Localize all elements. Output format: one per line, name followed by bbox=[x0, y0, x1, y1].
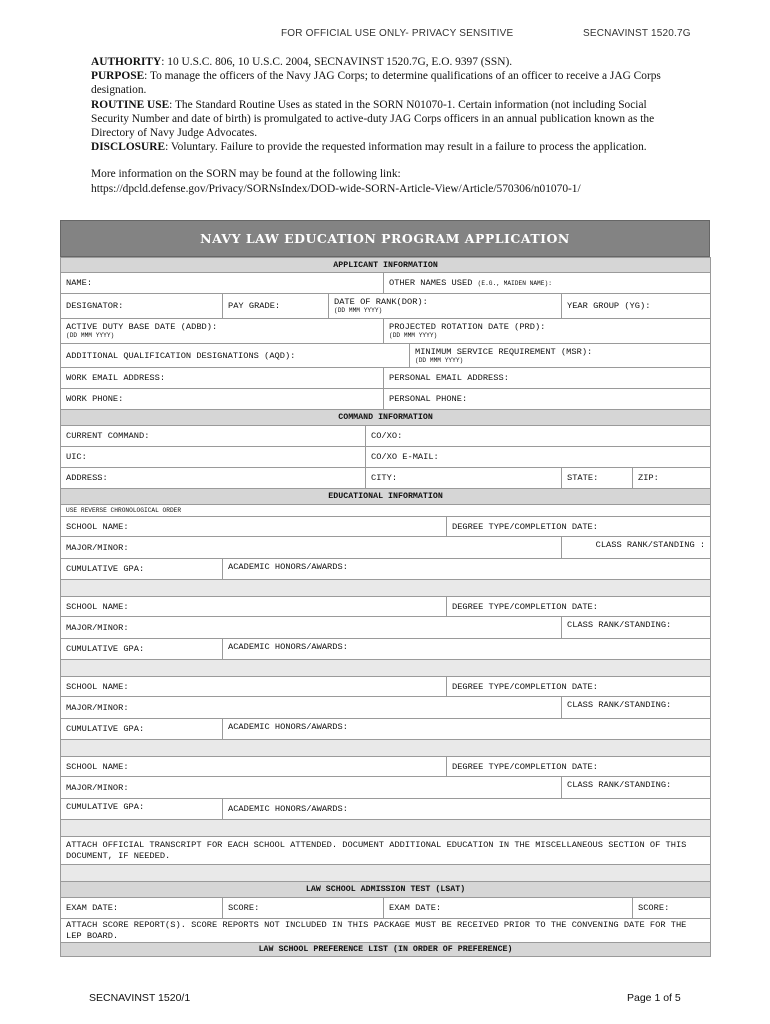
purpose-paragraph: PURPOSE: To manage the officers of the Navy JAG Corps; to determine qualifications of an officer to receive a JAG Corps designation. bbox=[91, 70, 661, 97]
city-field[interactable]: CITY: bbox=[366, 468, 562, 489]
aqd-field[interactable]: ADDITIONAL QUALIFICATION DESIGNATIONS (AQD): bbox=[61, 344, 410, 368]
honors-field[interactable]: ACADEMIC HONORS/AWARDS: bbox=[223, 719, 711, 740]
gpa-field[interactable]: CUMULATIVE GPA: bbox=[61, 799, 223, 820]
major-minor-field[interactable]: MAJOR/MINOR: bbox=[61, 777, 562, 799]
authority-paragraph: AUTHORITY: 10 U.S.C. 806, 10 U.S.C. 2004, SECNAVINST 1520.7G, E.O. 9397 (SSN). bbox=[91, 56, 513, 68]
year-group-field[interactable]: YEAR GROUP (YG): bbox=[562, 294, 711, 319]
page-number: Page 1 of 5 bbox=[627, 992, 681, 1004]
section-spacer bbox=[61, 865, 711, 882]
applicant-section-header: APPLICANT INFORMATION bbox=[61, 258, 711, 273]
education-section-header: EDUCATIONAL INFORMATION bbox=[61, 489, 711, 505]
section-spacer bbox=[61, 580, 711, 597]
work-email-field[interactable]: WORK EMAIL ADDRESS: bbox=[61, 368, 384, 389]
adbd-field[interactable]: ACTIVE DUTY BASE DATE (ADBD): (DD MMM YYYY) bbox=[61, 319, 384, 344]
form-number: SECNAVINST 1520/1 bbox=[89, 992, 191, 1004]
lsat-section-header: LAW SCHOOL ADMISSION TEST (LSAT) bbox=[61, 882, 711, 898]
score-report-note: ATTACH SCORE REPORT(S). SCORE REPORTS NOT INCLUDED IN THIS PACKAGE MUST BE RECEIVED PRIOR TO THE CONVENING DATE FOR THE LEP BOARD. bbox=[61, 919, 711, 943]
section-spacer bbox=[61, 740, 711, 757]
co-xo-field[interactable]: CO/XO: bbox=[366, 426, 711, 447]
school-name-field[interactable]: SCHOOL NAME: bbox=[61, 677, 447, 697]
prd-field[interactable]: PROJECTED ROTATION DATE (PRD): (DD MMM YYYY) bbox=[384, 319, 711, 344]
uic-field[interactable]: UIC: bbox=[61, 447, 366, 468]
major-minor-field[interactable]: MAJOR/MINOR: bbox=[61, 537, 562, 559]
designator-field[interactable]: DESIGNATOR: bbox=[61, 294, 223, 319]
form-title: NAVY LAW EDUCATION PROGRAM APPLICATION bbox=[60, 220, 710, 257]
disclosure-paragraph: DISCLOSURE: Voluntary. Failure to provide the requested information may result in a failure to process the application. bbox=[91, 141, 647, 154]
honors-field[interactable]: ACADEMIC HONORS/AWARDS: bbox=[223, 559, 711, 580]
classification-banner: FOR OFFICIAL USE ONLY- PRIVACY SENSITIVE bbox=[281, 28, 514, 39]
zip-field[interactable]: ZIP: bbox=[633, 468, 711, 489]
gpa-field[interactable]: CUMULATIVE GPA: bbox=[61, 639, 223, 660]
class-rank-field[interactable]: CLASS RANK/STANDING : bbox=[562, 537, 711, 559]
msr-field[interactable]: MINIMUM SERVICE REQUIREMENT (MSR): (DD MMM YYYY) bbox=[410, 344, 711, 368]
privacy-act-statement bbox=[91, 55, 671, 196]
application-form bbox=[60, 220, 710, 957]
honors-field[interactable]: ACADEMIC HONORS/AWARDS: bbox=[223, 799, 711, 820]
section-spacer bbox=[61, 660, 711, 677]
major-minor-field[interactable]: MAJOR/MINOR: bbox=[61, 617, 562, 639]
preference-section-header: LAW SCHOOL PREFERENCE LIST (IN ORDER OF PREFERENCE) bbox=[61, 943, 711, 957]
education-order-note: USE REVERSE CHRONOLOGICAL ORDER bbox=[61, 505, 711, 517]
exam-date-field[interactable]: EXAM DATE: bbox=[61, 898, 223, 919]
address-field[interactable]: ADDRESS: bbox=[61, 468, 366, 489]
date-of-rank-field[interactable]: DATE OF RANK(DOR): (DD MMM YYYY) bbox=[329, 294, 562, 319]
instruction-number: SECNAVINST 1520.7G bbox=[583, 28, 691, 39]
work-phone-field[interactable]: WORK PHONE: bbox=[61, 389, 384, 410]
score-field[interactable]: SCORE: bbox=[223, 898, 384, 919]
gpa-field[interactable]: CUMULATIVE GPA: bbox=[61, 559, 223, 580]
class-rank-field[interactable]: CLASS RANK/STANDING: bbox=[562, 777, 711, 799]
other-names-field[interactable]: OTHER NAMES USED (E.G., MAIDEN NAME): bbox=[384, 273, 711, 294]
honors-field[interactable]: ACADEMIC HONORS/AWARDS: bbox=[223, 639, 711, 660]
school-name-field[interactable]: SCHOOL NAME: bbox=[61, 757, 447, 777]
form-table bbox=[60, 257, 711, 957]
class-rank-field[interactable]: CLASS RANK/STANDING: bbox=[562, 617, 711, 639]
school-name-field[interactable]: SCHOOL NAME: bbox=[61, 597, 447, 617]
score-field[interactable]: SCORE: bbox=[633, 898, 711, 919]
more-info-text: More information on the SORN may be found at the following link: bbox=[91, 168, 401, 181]
section-spacer bbox=[61, 820, 711, 837]
sorn-link[interactable]: https://dpcld.defense.gov/Privacy/SORNsIndex/DOD-wide-SORN-Article-View/Article/570306/n01070-1/ bbox=[91, 182, 581, 195]
state-field[interactable]: STATE: bbox=[562, 468, 633, 489]
personal-phone-field[interactable]: PERSONAL PHONE: bbox=[384, 389, 711, 410]
degree-field[interactable]: DEGREE TYPE/COMPLETION DATE: bbox=[447, 677, 711, 697]
gpa-field[interactable]: CUMULATIVE GPA: bbox=[61, 719, 223, 740]
degree-field[interactable]: DEGREE TYPE/COMPLETION DATE: bbox=[447, 517, 711, 537]
name-field[interactable]: NAME: bbox=[61, 273, 384, 294]
class-rank-field[interactable]: CLASS RANK/STANDING: bbox=[562, 697, 711, 719]
major-minor-field[interactable]: MAJOR/MINOR: bbox=[61, 697, 562, 719]
school-name-field[interactable]: SCHOOL NAME: bbox=[61, 517, 447, 537]
co-xo-email-field[interactable]: CO/XO E-MAIL: bbox=[366, 447, 711, 468]
degree-field[interactable]: DEGREE TYPE/COMPLETION DATE: bbox=[447, 597, 711, 617]
degree-field[interactable]: DEGREE TYPE/COMPLETION DATE: bbox=[447, 757, 711, 777]
command-section-header: COMMAND INFORMATION bbox=[61, 410, 711, 426]
pay-grade-field[interactable]: PAY GRADE: bbox=[223, 294, 329, 319]
routine-use-paragraph: ROUTINE USE: The Standard Routine Uses as stated in the SORN N01070-1. Certain information (not including Social Security Number and date of birth) is promulgated to active-duty JAG Corps officers in an annual publication known as the Directory of Navy Judge Advocates. bbox=[91, 98, 655, 140]
personal-email-field[interactable]: PERSONAL EMAIL ADDRESS: bbox=[384, 368, 711, 389]
current-command-field[interactable]: CURRENT COMMAND: bbox=[61, 426, 366, 447]
exam-date-field[interactable]: EXAM DATE: bbox=[384, 898, 633, 919]
transcript-note: ATTACH OFFICIAL TRANSCRIPT FOR EACH SCHOOL ATTENDED. DOCUMENT ADDITIONAL EDUCATION IN THE MISCELLANEOUS SECTION OF THIS DOCUMENT, IF NEEDED. bbox=[61, 837, 711, 865]
